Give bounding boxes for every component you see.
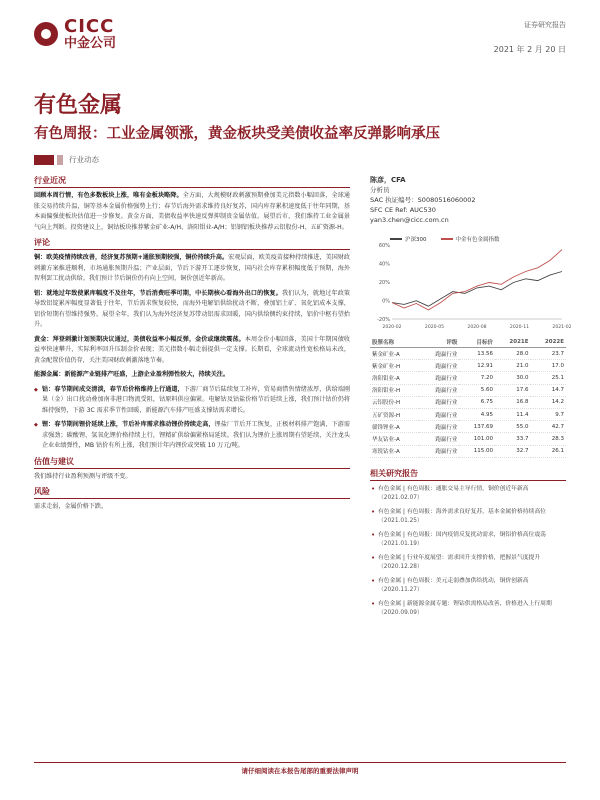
related-report-title: 有色金属 | 有色周报：通胀交易主导行情，铜价创近年新高 <box>378 485 529 492</box>
table-cell: 跑赢行业 <box>419 408 459 420</box>
table-row <box>370 445 566 457</box>
table-header-cell: 2021E <box>495 337 530 348</box>
related-report-date: （2020.12.28） <box>378 563 423 570</box>
series-line <box>392 272 562 307</box>
report-title: 有色周报：工业金属领涨，黄金板块受美债收益率反弹影响承压 <box>34 126 440 142</box>
table-cell: 寒锐钴业-A <box>370 445 419 457</box>
section-paragraph <box>34 335 350 367</box>
related-reports <box>370 468 566 618</box>
table-cell: 紫金矿业-H <box>370 360 419 372</box>
table-header-cell: 目标价 <box>459 337 495 348</box>
table-cell: 32.7 <box>495 445 530 457</box>
section-paragraph <box>34 472 350 483</box>
table-row <box>370 421 566 433</box>
table-row <box>370 348 566 360</box>
related-report-title: 有色金属 | 新能源金属专题：锂钴供需格局改善，价格进入上行周期 <box>378 600 552 607</box>
table-cell: 14.2 <box>531 396 567 408</box>
table-cell: 101.00 <box>459 433 495 445</box>
table-row <box>370 360 566 372</box>
paragraph-text: 本周金价小幅回落，美国十年期国债收益率快速攀升，实际利率回升压制金价表现；美元指数小幅走弱提供一定支撑。长期看，全球流动性宽松格局未改，黄金配置价值仍存，关注美国财政刺激落地节奏。 <box>34 335 351 364</box>
table-cell: 42.7 <box>531 421 567 433</box>
y-tick-label: -20% <box>377 317 390 323</box>
tag-bar-secondary-icon <box>57 155 63 165</box>
table-cell: 30.0 <box>495 372 530 384</box>
table-cell: 28.3 <box>531 433 567 445</box>
section-paragraph <box>34 253 350 285</box>
related-report-title: 有色金属 | 行业年度展望：需求回升支撑价格，把握景气度提升 <box>378 554 541 561</box>
cicc-logo <box>34 18 116 51</box>
table-cell: 9.7 <box>531 408 567 420</box>
table-row <box>370 433 566 445</box>
table-cell: 55.0 <box>495 421 530 433</box>
related-heading: 相关研究报告 <box>370 468 566 481</box>
x-tick-label: 2020-02 <box>382 325 402 330</box>
performance-chart <box>370 233 572 333</box>
related-report-date: （2021.02.07） <box>378 494 423 501</box>
table-cell: 跑赢行业 <box>419 445 459 457</box>
paragraph-lead: 铝：就地过年致使累库幅度不及往年，节后消费旺季可期，中长期核心看海外出口的恢复。 <box>34 289 282 297</box>
paragraph-lead: 铜：欧美疫情持续改善，经济复苏预期+通胀预期较强，铜价持续升高。 <box>34 254 229 261</box>
table-cell: 16.8 <box>495 396 530 408</box>
sector-title: 有色金属 <box>34 93 123 118</box>
related-report-title: 有色金属 | 有色周报：国内疫情反复扰动需求，铜铝价格高位震荡 <box>378 531 546 538</box>
related-report-item[interactable] <box>370 577 566 595</box>
table-cell: 跑赢行业 <box>419 396 459 408</box>
y-tick-label: 0% <box>382 298 390 305</box>
analyst-email[interactable]: yan3.chen@cicc.com.cn <box>370 216 449 224</box>
section-heading: 评论 <box>34 237 350 250</box>
table-cell: 6.75 <box>459 396 495 408</box>
paragraph-text: 全方面，大规模财政刺激预期叠加美元指数小幅回落，全球通胀交易持续升温，铜等基本金属价格强势上行；春节后海外需求维持良好复苏，国内库存累积速度低于往年同期，基本面偏强使板块估值进一步修复。黄金方面，美债收益率快速反弹抑制贵金属估值。展望后市，我们维持工业金属景气向上判断。投资建议上，铜钴板块推荐紫金矿业-A/H、洛阳钼业-A/H；铝钢铝板块推荐云铝股份-H、五矿资源-H。 <box>34 192 351 231</box>
table-cell: 赣锋锂业-A <box>370 421 419 433</box>
paragraph-text: 锂盐厂节后开工恢复，正极材料排产饱满，下游需求强劲；碳酸锂、氢氧化锂价格持续上行，锂精矿供给偏紧格局延续。我们认为锂价上涨周期有望延续，关注龙头企业业绩弹性，MB 钴价有所上涨，我们预计年内锂价或突破 10 万元/吨。 <box>42 421 351 449</box>
related-report-item[interactable] <box>370 485 566 503</box>
table-cell: 26.1 <box>531 445 567 457</box>
section-paragraph <box>34 420 350 452</box>
x-tick-label: 2020-08 <box>467 325 487 330</box>
doc-date: 2021 年 2 月 20 日 <box>493 45 566 54</box>
table-row <box>370 396 566 408</box>
related-report-date: （2020.11.27） <box>378 586 423 593</box>
paragraph-lead: 能源金属：新能源产业链排产旺盛，上游企业盈利弹性较大，持续关注。 <box>34 371 229 378</box>
doc-type: 证券研究报告 <box>524 21 566 29</box>
logo-cn: 中金公司 <box>64 35 117 51</box>
chart-legend <box>390 235 500 243</box>
paragraph-text: 下游厂商节后陆续复工补库，贸易商惜售情绪浓厚，供给端刚果（金）出口扰动叠加南非港口物流受阻，钴原料供应偏紧。电解钴及钴盐价格节后延续上涨，我们预计钴价仍将维持强势，下游 3C 需求季节性回暖，新能源汽车排产旺盛支撑钴需求增长。 <box>42 385 351 414</box>
paragraph-text: 我们维持行业盈利预测与评级不变。 <box>34 472 132 480</box>
paragraph-lead: 锂：春节期间锂价延续上涨，节后补库需求推动锂价持续走高， <box>42 421 215 428</box>
table-cell: 25.1 <box>531 372 567 384</box>
table-cell: 7.20 <box>459 372 495 384</box>
chart-svg <box>370 233 572 333</box>
table-cell: 紫金矿业-A <box>370 348 419 360</box>
analyst-role: 分析员 <box>370 186 390 194</box>
table-cell: 23.7 <box>531 348 567 360</box>
table-cell: 云铝股份-H <box>370 396 419 408</box>
table-cell: 17.6 <box>495 384 530 396</box>
tag-bar-icon <box>34 155 54 165</box>
analyst-sfc: SFC CE Ref: AUC530 <box>370 206 436 214</box>
paragraph-lead: 钴：春节期间成交清淡，春节后价格维持上行通道， <box>42 385 184 393</box>
table-cell: 137.69 <box>459 421 495 433</box>
section-heading: 行业近况 <box>34 175 350 188</box>
section-paragraph <box>34 191 350 233</box>
table-cell: 14.7 <box>531 384 567 396</box>
related-report-date: （2021.01.25） <box>378 517 423 524</box>
table-cell: 17.0 <box>531 360 567 372</box>
table-cell: 洛阳钼业-H <box>370 384 419 396</box>
logo-mark-icon <box>34 22 58 46</box>
legend-swatch-index <box>441 238 453 240</box>
related-report-title: 有色金属 | 有色周报：美元走弱叠加供给扰动，铜价创新高 <box>378 577 529 584</box>
table-cell: 跑赢行业 <box>419 348 459 360</box>
paragraph-text: 需求走弱，金属价格下跌。 <box>34 503 108 510</box>
main-content <box>34 175 350 517</box>
section-paragraph <box>34 370 350 381</box>
table-header-cell: 评级 <box>419 337 459 348</box>
table-cell: 跑赢行业 <box>419 384 459 396</box>
related-report-item[interactable] <box>370 554 566 572</box>
paragraph-lead: 回顾本周行情，有色多数板块上涨，唯有金板块略降。 <box>34 192 183 199</box>
legend-item: 中金有色金属指数 <box>441 235 500 243</box>
paragraph-lead: 黄金：拜登刺激计划预期决议通过，美债收益率小幅反弹，金价或继续震荡。 <box>34 335 245 343</box>
paragraph-text: 我们认为，就地过年政策导致铝锭累库幅度显著低于往年，节后需求恢复较快，而海外电解铝供给扰动不断，叠加铝土矿、氧化铝成本支撑，铝价短期有望维持强势。展望全年，我们认为海外经济复苏带动铝需求回暖，国内供给侧约束持续，铝价中枢有望抬升。 <box>34 289 351 328</box>
table-cell: 21.0 <box>495 360 530 372</box>
table-row <box>370 372 566 384</box>
analyst-info <box>370 175 566 225</box>
report-tag <box>34 154 99 165</box>
y-tick-label: 20% <box>378 280 390 286</box>
related-report-item[interactable] <box>370 600 566 618</box>
table-cell: 华友钴业-A <box>370 433 419 445</box>
legend-item: 沪深300 <box>390 235 427 243</box>
table-cell: 12.91 <box>459 360 495 372</box>
y-tick-label: 60% <box>378 243 390 249</box>
x-tick-label: 2020-05 <box>424 325 445 330</box>
table-row <box>370 408 566 420</box>
x-tick-label: 2020-11 <box>509 325 530 330</box>
stock-table <box>370 337 566 458</box>
table-cell: 28.0 <box>495 348 530 360</box>
paragraph-text: 宏观层面，欧美疫苗接种持续推进，美国财政刺激方案推进顺利，市场通胀预期升温；产业层面，节后下游开工逐步恢复，国内社会库存累积幅度低于预期，海外智利罢工扰动供给。我们预计节后铜价仍有向上空间，铜价创近年新高。 <box>34 254 351 282</box>
section-paragraph <box>34 502 350 513</box>
table-row <box>370 384 566 396</box>
y-tick-label: 40% <box>378 261 390 268</box>
section-heading: 风险 <box>34 486 350 499</box>
table-cell: 跑赢行业 <box>419 421 459 433</box>
legend-swatch-hs300 <box>390 238 402 240</box>
related-report-item[interactable] <box>370 531 566 549</box>
table-cell: 4.95 <box>459 408 495 420</box>
table-cell: 5.60 <box>459 384 495 396</box>
table-cell: 跑赢行业 <box>419 372 459 384</box>
table-cell: 115.00 <box>459 445 495 457</box>
table-cell: 洛阳钼业-A <box>370 372 419 384</box>
related-report-date: （2020.09.09） <box>378 609 423 616</box>
table-cell: 33.7 <box>495 433 530 445</box>
related-report-date: （2021.01.19） <box>378 540 423 547</box>
table-cell: 11.4 <box>495 408 530 420</box>
related-report-title: 有色金属 | 有色周报：海外需求良好复苏，基本金属价格持续高位 <box>378 508 546 515</box>
x-tick-label: 2021-02 <box>552 325 572 330</box>
table-cell: 13.56 <box>459 348 495 360</box>
analyst-name: 陈彦，CFA <box>370 176 406 184</box>
table-header-cell: 2022E <box>531 337 567 348</box>
report-header <box>0 0 600 90</box>
section-heading: 估值与建议 <box>34 456 350 469</box>
related-report-item[interactable] <box>370 508 566 526</box>
logo-en: CICC <box>64 16 115 37</box>
sidebar <box>370 175 572 623</box>
section-paragraph <box>34 289 350 331</box>
table-header-cell: 股票名称 <box>370 337 419 348</box>
tag-text: 行业动态 <box>69 155 99 164</box>
table-cell: 五矿资源-H <box>370 408 419 420</box>
analyst-sac: SAC 执证编号：S0080516060002 <box>370 196 476 204</box>
section-paragraph <box>34 385 350 417</box>
table-cell: 跑赢行业 <box>419 433 459 445</box>
legal-footer: 请仔细阅读在本报告尾部的重要法律声明 <box>34 762 566 775</box>
table-cell: 跑赢行业 <box>419 360 459 372</box>
